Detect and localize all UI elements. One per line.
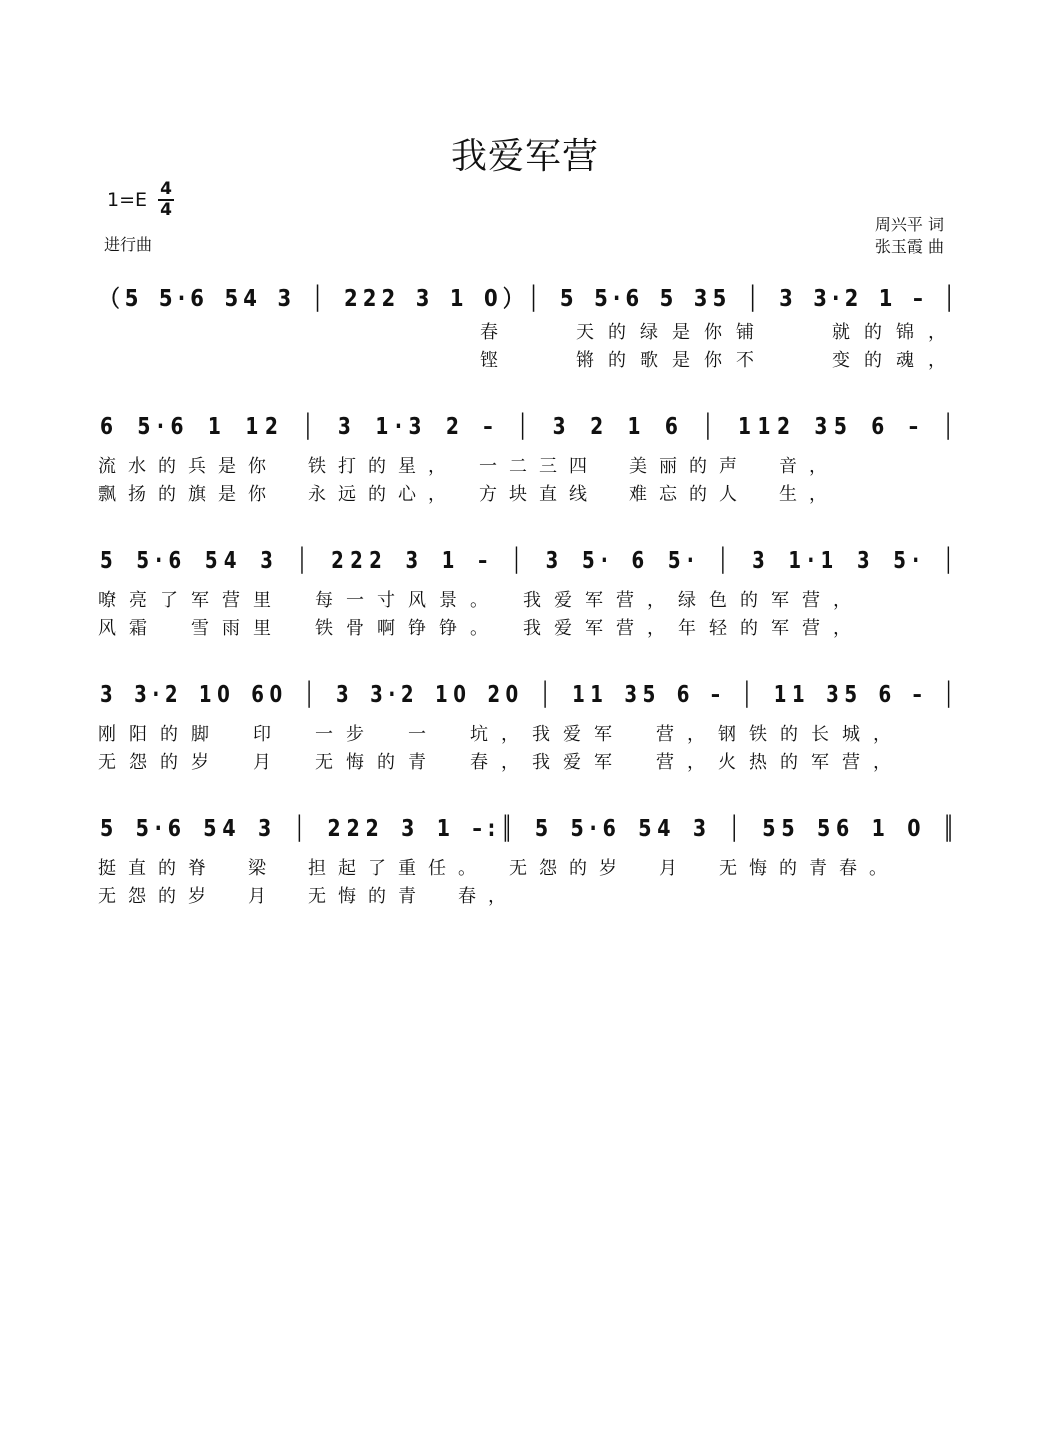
lyrics-verse-1: 刚阳的脚 印 一步 一 坑，我爱军 营，钢铁的长城， (98, 724, 904, 745)
time-signature-bottom: 4 (160, 200, 172, 220)
key-signature: 1=E (107, 189, 148, 211)
lyrics-verse-2: 铿 锵的歌是你不 变的魂， (480, 350, 960, 371)
song-title: 我爱军营 (450, 136, 599, 177)
lyrics-verse-1: 春 天的绿是你铺 就的锦， (480, 322, 960, 343)
notation-line: （5 5·6 54 3 │ 222 3 1 0）│ 5 5·6 5 35 │ 3 3·2 1 – │ (100, 286, 961, 312)
notation-line: 5 5·6 54 3 │ 222 3 1 – │ 3 5· 6 5· │ 3 1·1 3 5· │ (100, 548, 961, 574)
lyrics-verse-2: 飘扬的旗是你 永远的心， 方块直线 难忘的人 生， (98, 484, 839, 505)
lyrics-verse-1: 挺直的脊 梁 担起了重任。 无怨的岁 月 无悔的青春。 (98, 858, 899, 879)
score-system-3 (0, 548, 1050, 678)
notation-line: 3 3·2 10 60 │ 3 3·2 10 20 │ 11 35 6 – │ 11 35 6 – │ (100, 682, 960, 708)
tempo-mark: 进行曲 (104, 235, 153, 254)
score-system-5 (0, 816, 1050, 946)
composer-credit: 张玉霞 曲 (874, 237, 944, 256)
score-system-2 (0, 414, 1050, 544)
lyrics-verse-2: 风霜 雪雨里 铁骨啊铮铮。 我爱军营，年轻的军营， (98, 618, 864, 639)
notation-line: 5 5·6 54 3 │ 222 3 1 –:║ 5 5·6 54 3 │ 55 56 1 0 ║ (100, 816, 961, 842)
lyrics-verse-2: 无怨的岁 月 无悔的青 春， (98, 886, 518, 907)
lyricist-credit: 周兴平 词 (874, 215, 944, 234)
notation-line: 6 5·6 1 12 │ 3 1·3 2 – │ 3 2 1 6 │ 112 35 6 – │ (100, 414, 961, 440)
lyrics-verse-2: 无怨的岁 月 无悔的青 春，我爱军 营，火热的军营， (98, 752, 904, 773)
time-signature-top: 4 (160, 179, 172, 199)
score-system-1 (0, 280, 1050, 410)
lyrics-verse-1: 流水的兵是你 铁打的星， 一二三四 美丽的声 音， (98, 456, 839, 477)
time-signature (158, 180, 174, 220)
lyrics-verse-1: 嘹亮了军营里 每一寸风景。 我爱军营，绿色的军营， (98, 590, 864, 611)
score-system-4 (0, 682, 1050, 812)
